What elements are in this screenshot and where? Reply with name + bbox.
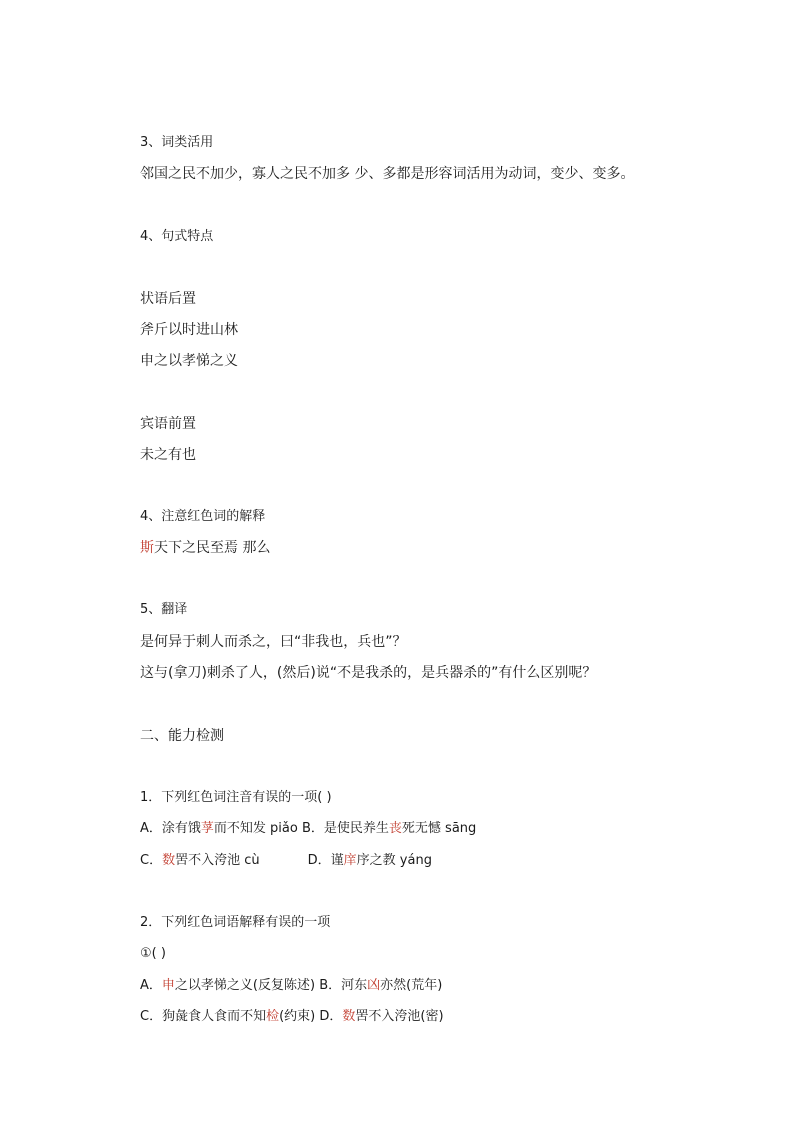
q2-option-c-post: (约束) (279, 1009, 316, 1024)
question-2-options-ab (140, 976, 442, 996)
section-4b-heading: 4、注意红色词的解释 (140, 509, 266, 524)
question-2-options-cd (140, 1007, 444, 1027)
q1-option-c-post: 罟不入洿池 cù (175, 853, 260, 868)
q1-option-d-post: 序之教 yáng (356, 853, 432, 868)
q2-option-b-pre: B．河东 (315, 978, 368, 993)
q1-option-b-pre: B．是使民养生 (297, 821, 389, 836)
q1-option-a-pre: A．涂有饿 (140, 821, 201, 836)
adverbial-postposition-title: 状语后置 (140, 291, 196, 307)
q2-option-d-red: 数 (342, 1009, 356, 1024)
question-1-options-ab (140, 819, 476, 839)
q1-option-c-red: 数 (162, 853, 176, 868)
section-3-body: 邻国之民不加少，寡人之民不加多 少、多都是形容词活用为动词，变少、变多。 (140, 166, 635, 182)
question-2-sub: ①( ) (140, 946, 166, 961)
q2-option-a-pre: A． (140, 978, 162, 993)
section-5-heading: 5、翻译 (140, 602, 188, 617)
q2-option-c-red: 检 (266, 1009, 280, 1024)
translation-question: 是何异于刺人而杀之，曰“非我也，兵也”？ (140, 634, 407, 650)
q2-option-a-red: 申 (161, 978, 175, 993)
q2-option-d-post: 罟不入洿池(密) (355, 1009, 444, 1024)
q2-option-b-red: 凶 (367, 978, 381, 993)
object-preposing-example: 未之有也 (140, 447, 196, 463)
adverbial-example-1: 斧斤以时进山林 (140, 322, 238, 338)
section-4b-rest: 天下之民至焉 那么 (154, 540, 271, 556)
q1-option-a-post: 而不知发 piǎo (213, 821, 298, 836)
q1-option-b-post: 死无憾 sāng (401, 821, 477, 836)
red-word: 斯 (140, 540, 154, 556)
part-2-heading: 二、能力检测 (140, 728, 224, 744)
adverbial-example-2: 申之以孝悌之义 (140, 353, 238, 369)
object-preposing-title: 宾语前置 (140, 416, 196, 432)
q2-option-d-pre: D． (315, 1009, 343, 1024)
q1-option-b-red: 丧 (388, 821, 402, 836)
q2-option-b-post: 亦然(荒年) (380, 978, 443, 993)
q1-option-c-pre: C． (140, 853, 163, 868)
question-1-stem: 1．下列红色词注音有误的一项( ) (140, 790, 332, 805)
section-4-heading: 4、句式特点 (140, 229, 214, 244)
q2-option-c-pre: C．狗彘食人食而不知 (140, 1009, 267, 1024)
q1-option-a-red: 莩 (200, 821, 214, 836)
translation-answer: 这与(拿刀)刺杀了人，(然后)说“不是我杀的，是兵器杀的”有什么区别呢？ (140, 665, 597, 681)
section-3-heading: 3、词类活用 (140, 135, 214, 150)
question-1-options-cd (140, 851, 432, 871)
section-4b-body (140, 538, 270, 558)
question-2-stem: 2．下列红色词语解释有误的一项 (140, 915, 331, 930)
q2-option-a-post: 之以孝悌之义(反复陈述) (174, 978, 316, 993)
q1-option-d-red: 庠 (343, 853, 357, 868)
q1-option-d-pre: D．谨 (307, 853, 344, 868)
